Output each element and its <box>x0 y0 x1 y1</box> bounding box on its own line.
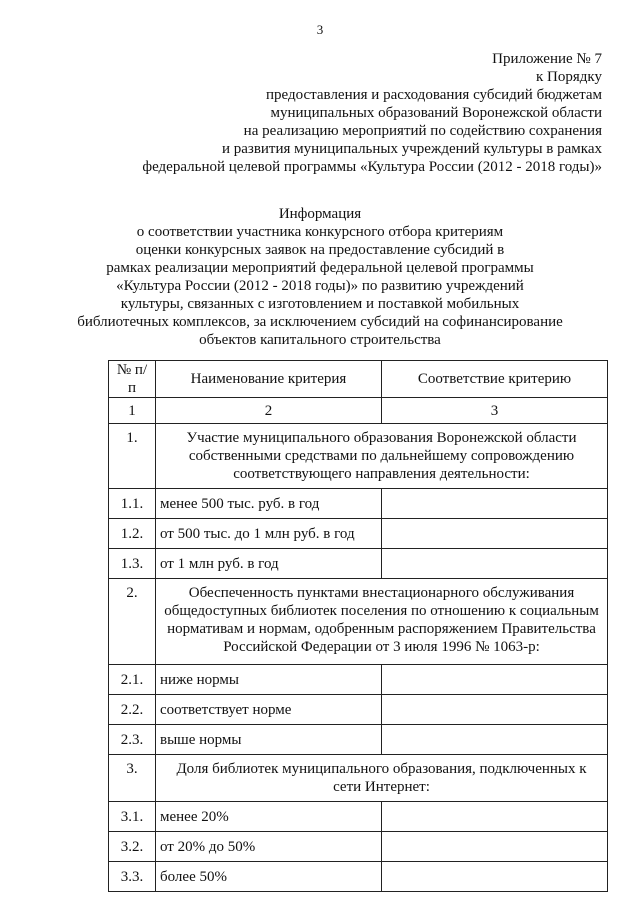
page-number: 3 <box>316 22 324 37</box>
appendix-line: и развития муниципальных учреждений культуры в рамках <box>221 141 602 157</box>
group-text: Обеспеченность пунктами внестационарного обслуживания общедоступных библиотек поселения по отношению к социальным нормативам и нормам, одобренным распоряжением Правительства Российской Федерации от 3 июля 1996 № 1063-р: <box>156 579 608 665</box>
group-text: Участие муниципального образования Воронежской области собственными средствами по дальнейшему сопровождению соответствующего направления деятельности: <box>156 424 608 489</box>
table-row <box>109 665 608 695</box>
info-title: Информация <box>278 206 362 222</box>
appendix-title: Приложение № 7 <box>492 51 602 67</box>
info-line: объектов капитального строительства <box>199 332 441 348</box>
item-number: 2.3. <box>109 725 156 755</box>
table-row <box>109 725 608 755</box>
table-index-row <box>109 398 608 424</box>
item-match-cell[interactable] <box>382 695 608 725</box>
item-match-cell[interactable] <box>382 725 608 755</box>
index-cell: 2 <box>156 398 382 424</box>
item-number: 3.2. <box>109 832 156 862</box>
group-number: 1. <box>109 424 156 489</box>
info-heading <box>0 205 640 349</box>
item-match-cell[interactable] <box>382 802 608 832</box>
item-name: соответствует норме <box>156 695 382 725</box>
appendix-line: предоставления и расходования субсидий бюджетам <box>266 87 602 103</box>
appendix-line: к Порядку <box>536 69 602 85</box>
index-cell: 1 <box>109 398 156 424</box>
item-match-cell[interactable] <box>382 489 608 519</box>
table-row <box>109 802 608 832</box>
item-name: более 50% <box>156 862 382 892</box>
table-row <box>109 489 608 519</box>
group-text: Доля библиотек муниципального образования, подключенных к сети Интернет: <box>156 755 608 802</box>
info-line: «Культура России (2012 - 2018 годы)» по развитию учреждений <box>116 278 524 294</box>
item-match-cell[interactable] <box>382 832 608 862</box>
item-number: 2.2. <box>109 695 156 725</box>
item-name: от 1 млн руб. в год <box>156 549 382 579</box>
item-name: от 500 тыс. до 1 млн руб. в год <box>156 519 382 549</box>
criteria-table <box>108 360 608 892</box>
index-cell: 3 <box>382 398 608 424</box>
item-match-cell[interactable] <box>382 549 608 579</box>
table-header-row <box>109 361 608 398</box>
table-row <box>109 695 608 725</box>
item-number: 1.1. <box>109 489 156 519</box>
group-row-1 <box>109 424 608 489</box>
item-name: менее 20% <box>156 802 382 832</box>
item-number: 2.1. <box>109 665 156 695</box>
item-match-cell[interactable] <box>382 862 608 892</box>
appendix-line: на реализацию мероприятий по содействию сохранения <box>243 123 602 139</box>
header-num: № п/п <box>109 361 156 398</box>
item-number: 3.1. <box>109 802 156 832</box>
item-number: 1.3. <box>109 549 156 579</box>
header-criterion: Наименование критерия <box>156 361 382 398</box>
item-name: ниже нормы <box>156 665 382 695</box>
item-name: от 20% до 50% <box>156 832 382 862</box>
item-match-cell[interactable] <box>382 519 608 549</box>
item-match-cell[interactable] <box>382 665 608 695</box>
group-number: 2. <box>109 579 156 665</box>
item-name: менее 500 тыс. руб. в год <box>156 489 382 519</box>
appendix-line: федеральной целевой программы «Культура России (2012 - 2018 годы)» <box>142 159 602 175</box>
info-line: оценки конкурсных заявок на предоставление субсидий в <box>135 242 505 258</box>
appendix-block <box>42 50 602 176</box>
group-row-3 <box>109 755 608 802</box>
info-line: библиотечных комплексов, за исключением субсидий на софинансирование <box>77 314 563 330</box>
item-name: выше нормы <box>156 725 382 755</box>
table-row <box>109 549 608 579</box>
item-number: 3.3. <box>109 862 156 892</box>
table-row <box>109 519 608 549</box>
group-number: 3. <box>109 755 156 802</box>
table-row <box>109 832 608 862</box>
table-row <box>109 862 608 892</box>
item-number: 1.2. <box>109 519 156 549</box>
group-row-2 <box>109 579 608 665</box>
info-line: рамках реализации мероприятий федеральной целевой программы <box>106 260 534 276</box>
info-line: о соответствии участника конкурсного отбора критериям <box>136 224 504 240</box>
header-match: Соответствие критерию <box>382 361 608 398</box>
info-line: культуры, связанных с изготовлением и поставкой мобильных <box>120 296 520 312</box>
appendix-line: муниципальных образований Воронежской области <box>270 105 602 121</box>
